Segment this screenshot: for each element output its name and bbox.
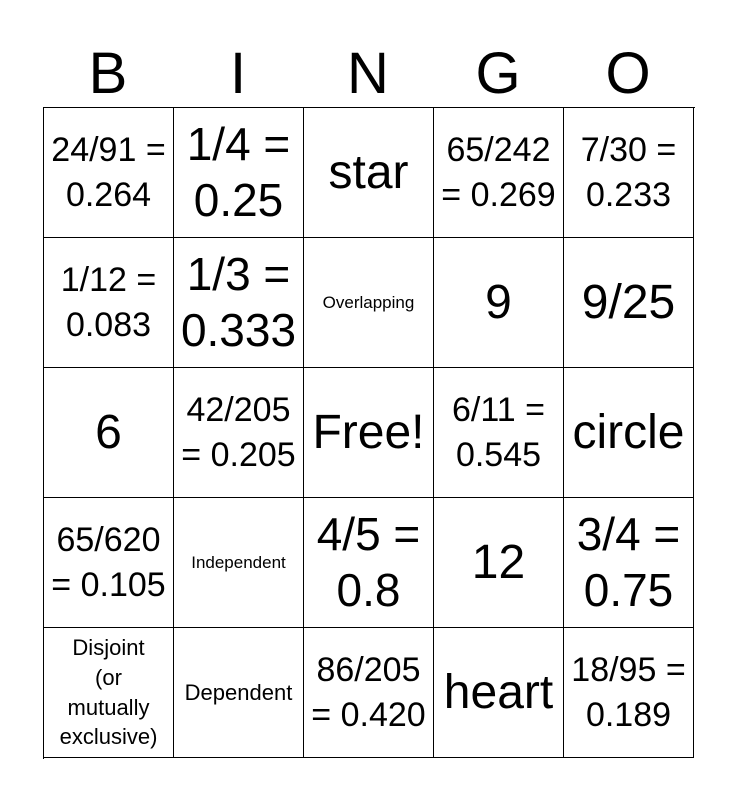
cell-text: 9/25 xyxy=(581,275,676,329)
cell-text: 6 xyxy=(95,405,122,459)
bingo-cell-r0-c4[interactable] xyxy=(564,108,694,238)
cell-text: 1/12 = 0.083 xyxy=(60,261,157,344)
bingo-cell-r0-c0[interactable] xyxy=(44,108,174,238)
cell-text: 4/5 = 0.8 xyxy=(316,508,421,616)
cell-text: 86/205 = 0.420 xyxy=(311,651,426,734)
header-letter-b: B xyxy=(88,41,128,106)
header-letter-i: I xyxy=(229,41,247,106)
bingo-cell-r4-c1[interactable] xyxy=(174,628,304,758)
cell-text: 3/4 = 0.75 xyxy=(576,508,681,616)
bingo-cell-r2-c0[interactable] xyxy=(44,368,174,498)
cell-text: Independent xyxy=(191,552,286,572)
cell-text: 65/242 = 0.269 xyxy=(441,131,556,214)
bingo-cell-r1-c4[interactable] xyxy=(564,238,694,368)
cell-text: circle xyxy=(572,405,685,459)
bingo-cell-r3-c3[interactable] xyxy=(434,498,564,628)
cell-text: star xyxy=(328,145,409,199)
header-letter-g: G xyxy=(475,41,521,106)
bingo-cell-r1-c1[interactable] xyxy=(174,238,304,368)
header-letter-n: N xyxy=(347,41,389,106)
bingo-cell-r3-c1[interactable] xyxy=(174,498,304,628)
bingo-cell-r4-c3[interactable] xyxy=(434,628,564,758)
cell-text: 65/620 = 0.105 xyxy=(51,521,166,604)
cell-text: 1/4 = 0.25 xyxy=(186,118,291,226)
bingo-cell-r2-c1[interactable] xyxy=(174,368,304,498)
bingo-cell-r0-c1[interactable] xyxy=(174,108,304,238)
bingo-cell-r3-c0[interactable] xyxy=(44,498,174,628)
bingo-cell-r1-c2[interactable] xyxy=(304,238,434,368)
bingo-cell-r4-c0[interactable] xyxy=(44,628,174,758)
bingo-board xyxy=(43,107,695,759)
cell-text: 7/30 = 0.233 xyxy=(580,131,677,214)
cell-text: Overlapping xyxy=(322,292,415,312)
bingo-cell-r3-c2[interactable] xyxy=(304,498,434,628)
bingo-cell-r4-c4[interactable] xyxy=(564,628,694,758)
bingo-cell-r2-c3[interactable] xyxy=(434,368,564,498)
cell-text: 18/95 = 0.189 xyxy=(571,651,686,734)
bingo-cell-r2-c4[interactable] xyxy=(564,368,694,498)
bingo-cell-r4-c2[interactable] xyxy=(304,628,434,758)
cell-text: 9 xyxy=(485,275,512,329)
header-letter-o: O xyxy=(605,41,651,106)
cell-text: 24/91 = 0.264 xyxy=(51,131,166,214)
cell-text: 42/205 = 0.205 xyxy=(181,391,296,474)
bingo-cell-r3-c4[interactable] xyxy=(564,498,694,628)
bingo-cell-r0-c3[interactable] xyxy=(434,108,564,238)
cell-text: Free! xyxy=(312,405,425,459)
bingo-header xyxy=(43,40,693,108)
cell-text: 1/3 = 0.333 xyxy=(180,248,297,356)
cell-text: Disjoint (or mutually exclusive) xyxy=(59,635,158,750)
cell-text: 12 xyxy=(471,535,526,589)
bingo-cell-r1-c0[interactable] xyxy=(44,238,174,368)
bingo-cell-r2-c2[interactable] xyxy=(304,368,434,498)
cell-text: 6/11 = 0.545 xyxy=(452,391,545,474)
cell-text: Dependent xyxy=(184,679,293,705)
bingo-cell-r0-c2[interactable] xyxy=(304,108,434,238)
cell-text: heart xyxy=(443,665,554,719)
bingo-cell-r1-c3[interactable] xyxy=(434,238,564,368)
